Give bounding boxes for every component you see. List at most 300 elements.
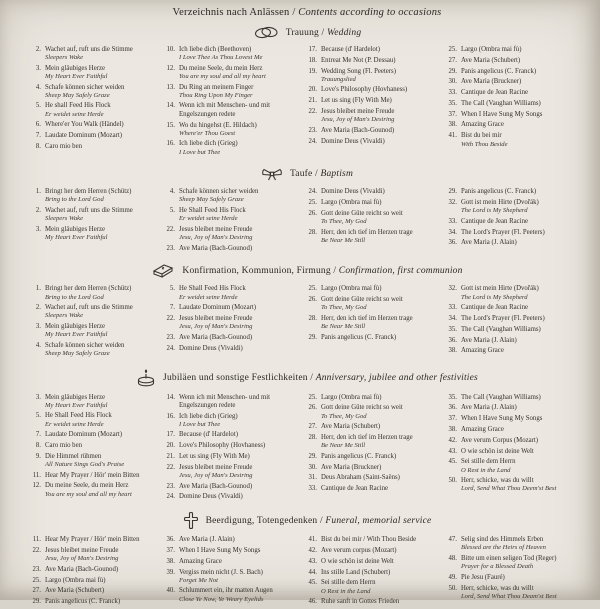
entry-number: 9. xyxy=(35,452,41,460)
toc-entry xyxy=(302,57,442,65)
entry-subtitle: Jesu, Joy of Man's Desiring xyxy=(179,323,253,331)
entry-text xyxy=(179,442,302,450)
toc-entry xyxy=(26,547,160,563)
entry-subtitle: The Lord is My Shepherd xyxy=(461,207,528,215)
entry-title: He Shall Feed His Flock xyxy=(179,285,246,293)
entry-title: Domine Deus (Vivaldi) xyxy=(321,137,385,145)
toc-entry xyxy=(26,102,160,118)
entry-number: 25. xyxy=(448,46,457,53)
entry-number: 23. xyxy=(308,126,317,134)
entry-title: Schafe können sicher weiden xyxy=(45,83,125,91)
entry-number: 42. xyxy=(308,546,317,554)
entry-title: Ave Maria (J. Alain) xyxy=(179,536,235,544)
entry-number: 24. xyxy=(308,137,317,145)
toc-entry xyxy=(302,474,442,482)
entry-number: 15. xyxy=(166,121,175,129)
toc-entry xyxy=(302,188,442,196)
entry-text xyxy=(321,536,442,544)
entry-text xyxy=(45,547,160,563)
entry-text xyxy=(45,587,160,595)
toc-entry xyxy=(442,121,588,129)
entry-subtitle: The Lord is My Shepherd xyxy=(461,293,528,301)
toc-entry xyxy=(442,304,588,312)
entry-text xyxy=(179,226,302,242)
toc-entry xyxy=(160,453,302,461)
entry-subtitle: To Thee, My God xyxy=(321,217,367,225)
entry-title: Bitte um einen seligen Tod (Reger) xyxy=(461,555,557,562)
entry-text xyxy=(45,285,160,301)
entry-text xyxy=(321,598,442,606)
section-confirmation xyxy=(26,262,588,360)
entry-number: 24. xyxy=(166,344,175,352)
entry-title: Domine Deus (Vivaldi) xyxy=(321,188,385,196)
toc-entry xyxy=(26,285,160,301)
entry-subtitle: Sleepers Wake xyxy=(45,54,84,62)
toc-entry xyxy=(160,65,302,81)
entry-title: Where'er You Walk (Händel) xyxy=(45,121,124,129)
entry-text xyxy=(461,111,588,119)
entry-text xyxy=(45,323,160,339)
entry-number: 48. xyxy=(448,555,457,562)
entry-title: Wo du hingehst (E. Hildach) xyxy=(179,121,257,129)
entry-number: 29. xyxy=(308,452,317,460)
entry-text xyxy=(321,394,442,402)
entry-number: 27. xyxy=(448,56,457,64)
toc-entry xyxy=(160,345,302,353)
entry-text xyxy=(179,413,302,429)
entry-number: 45. xyxy=(308,579,317,587)
entry-subtitle: With Thou Beside xyxy=(461,140,508,148)
entry-number: 4. xyxy=(169,188,175,196)
toc-column xyxy=(160,188,302,255)
entry-number: 4. xyxy=(35,83,41,91)
entry-text xyxy=(321,296,442,312)
entry-title: Ruhe sanft in Gottes Frieden xyxy=(321,598,400,606)
toc-entry xyxy=(442,315,588,323)
entry-number: 8. xyxy=(35,142,41,150)
entry-number: 28. xyxy=(308,314,317,322)
entry-text xyxy=(321,334,442,342)
entry-number: 16. xyxy=(166,412,175,420)
entry-number: 27. xyxy=(308,423,317,431)
entry-title: Gott deine Güte reicht so weit xyxy=(321,404,403,412)
entry-title: Amazing Grace xyxy=(461,121,504,129)
entry-title: Wachet auf, ruft uns die Stimme xyxy=(45,206,133,214)
entry-title: The Lord's Prayer (Fl. Peeters) xyxy=(461,228,545,236)
section-title xyxy=(206,516,432,526)
entry-number: 23. xyxy=(166,482,175,490)
entry-number: 36. xyxy=(166,536,175,544)
entry-text xyxy=(461,121,588,129)
entry-title: Ave Maria (J. Alain) xyxy=(461,404,517,412)
entry-title: Ich liebe dich (Grieg) xyxy=(179,140,238,148)
entry-subtitle: You are my soul and all my heart xyxy=(45,490,132,498)
toc-entry xyxy=(442,326,588,334)
entry-title: Panis angelicus (C. Franck) xyxy=(461,188,537,196)
entry-title: Love's Philosophy (Hovhaness) xyxy=(179,442,266,450)
entry-text xyxy=(45,412,160,428)
entry-number: 23. xyxy=(166,333,175,341)
entry-title: Jesus bleibet meine Freude xyxy=(179,314,253,322)
toc-entry xyxy=(302,434,442,450)
toc-entry xyxy=(442,585,588,601)
entry-number: 20. xyxy=(308,86,317,94)
entry-number: 29. xyxy=(32,598,41,606)
entry-subtitle: Lord, Send What Thou Deem'st Best xyxy=(461,485,557,493)
toc-entry xyxy=(160,334,302,342)
entry-text xyxy=(45,65,160,81)
entry-text xyxy=(179,315,302,331)
toc-entry xyxy=(442,89,588,97)
toc-column xyxy=(160,285,302,355)
toc-entry xyxy=(442,199,588,215)
entry-number: 13. xyxy=(166,83,175,91)
section-columns xyxy=(26,285,588,360)
entry-title: Jesus bleibet meine Freude xyxy=(179,463,253,471)
entry-text xyxy=(45,121,160,129)
toc-entry xyxy=(302,46,442,54)
toc-entry xyxy=(26,46,160,62)
entry-number: 42. xyxy=(448,436,457,444)
entry-text xyxy=(461,229,588,237)
entry-text xyxy=(461,394,588,402)
entry-title: Cantique de Jean Racine xyxy=(461,217,528,225)
section-title xyxy=(182,266,462,276)
toc-entry xyxy=(442,46,588,54)
entry-text xyxy=(461,426,588,434)
toc-entry xyxy=(160,442,302,450)
section-title-sep: / xyxy=(318,27,327,38)
entry-text xyxy=(179,431,302,439)
entry-number: 38. xyxy=(448,347,457,355)
entry-number: 7. xyxy=(169,304,175,312)
entry-number: 19. xyxy=(308,67,317,75)
entry-number: 20. xyxy=(166,442,175,450)
entry-title: Wenn ich mit Menschen- und mit Engelszungen redete xyxy=(179,393,271,409)
entry-subtitle: Prayer for a Blessed Death xyxy=(461,563,534,571)
baptism-bow-icon xyxy=(261,166,283,182)
entry-title: Panis angelicus (C. Franck) xyxy=(461,67,537,75)
entry-subtitle: Be Near Me Still xyxy=(321,236,366,244)
section-title-de: Beerdigung, Totengedenken xyxy=(205,515,318,526)
toc-entry xyxy=(442,347,588,355)
entry-number: 2. xyxy=(35,304,41,312)
toc-entry xyxy=(442,574,588,582)
entry-number: 26. xyxy=(308,209,317,217)
entry-text xyxy=(45,207,160,223)
entry-number: 14. xyxy=(166,102,175,110)
section-anniversary xyxy=(26,368,588,505)
toc-entry xyxy=(26,323,160,339)
section-title-de: Konfirmation, Kommunion, Firmung xyxy=(182,265,331,276)
toc-entry xyxy=(302,210,442,226)
entry-number: 41. xyxy=(448,132,457,140)
section-title xyxy=(290,169,353,179)
entry-text xyxy=(321,579,442,595)
toc-column xyxy=(442,536,588,603)
entry-title: Ave Maria (Schubert) xyxy=(461,56,521,64)
entry-title: The Call (Vaughan Williams) xyxy=(461,325,541,333)
entry-title: Panis angelicus (C. Franck) xyxy=(45,598,121,606)
entry-number: 7. xyxy=(35,431,41,439)
toc-entry xyxy=(302,394,442,402)
toc-entry xyxy=(442,458,588,474)
entry-number: 28. xyxy=(308,433,317,441)
toc-entry xyxy=(302,296,442,312)
toc-column xyxy=(26,394,160,502)
entry-title: He Shall Feed His Flock xyxy=(45,412,112,420)
entry-title: O wie schön ist deine Welt xyxy=(461,447,534,455)
entry-title: Jesus bleibet meine Freude xyxy=(321,107,395,115)
entry-title: Gott ist mein Hirte (Dvořák) xyxy=(461,285,539,293)
entry-title: Laudate Dominum (Mozart) xyxy=(45,132,123,140)
toc-entry xyxy=(442,404,588,412)
entry-title: Largo (Ombra mai fù) xyxy=(45,576,106,584)
toc-entry xyxy=(302,127,442,135)
entry-number: 36. xyxy=(448,239,457,247)
entry-number: 2. xyxy=(35,206,41,214)
entry-text xyxy=(321,434,442,450)
toc-entry xyxy=(442,536,588,552)
toc-entry xyxy=(26,536,160,544)
entry-text xyxy=(179,188,302,204)
entry-text xyxy=(179,345,302,353)
entry-text xyxy=(179,304,302,312)
entry-number: 25. xyxy=(32,576,41,584)
entry-number: 11. xyxy=(32,536,41,544)
toc-entry xyxy=(302,229,442,245)
entry-text xyxy=(179,46,302,62)
entry-number: 3. xyxy=(35,225,41,233)
entry-number: 29. xyxy=(448,67,457,75)
entry-text xyxy=(461,326,588,334)
entry-number: 32. xyxy=(448,285,457,293)
entry-subtitle: Where'er Thou Goest xyxy=(179,129,236,137)
section-title-en: Wedding xyxy=(326,27,362,38)
toc-entry xyxy=(160,207,302,223)
entry-number: 24. xyxy=(308,188,317,196)
toc-entry xyxy=(160,304,302,312)
entry-text xyxy=(461,46,588,54)
entry-text xyxy=(179,483,302,491)
entry-number: 37. xyxy=(448,415,457,423)
entry-title: Ave Maria (Schubert) xyxy=(45,587,105,595)
toc-entry xyxy=(442,229,588,237)
toc-column xyxy=(160,536,302,606)
entry-title: The Call (Vaughan Williams) xyxy=(461,99,541,107)
toc-entry xyxy=(160,493,302,501)
toc-column xyxy=(160,46,302,159)
entry-subtitle: I Love but Thee xyxy=(179,420,221,428)
entry-number: 31. xyxy=(308,474,317,482)
section-columns xyxy=(26,188,588,255)
entry-number: 30. xyxy=(448,78,457,86)
entry-text xyxy=(179,394,302,411)
entry-title: Ave Maria (Bruckner) xyxy=(461,78,522,86)
entry-number: 22. xyxy=(166,314,175,322)
entry-title: Wachet auf, ruft uns die Stimme xyxy=(45,304,133,312)
toc-column xyxy=(442,394,588,496)
entry-title: Bringt her dem Herren (Schütz) xyxy=(45,285,132,293)
entry-title: O wie schön ist deine Welt xyxy=(321,557,394,565)
entry-number: 50. xyxy=(448,477,457,485)
entry-subtitle: Jesu, Joy of Man's Desiring xyxy=(321,116,395,124)
entry-subtitle: I Love but Thee xyxy=(179,148,221,156)
entry-text xyxy=(45,304,160,320)
entry-title: Pie Jesu (Fauré) xyxy=(461,573,505,581)
section-title xyxy=(163,373,478,383)
entry-title: Panis angelicus (C. Franck) xyxy=(321,333,397,341)
toc-column xyxy=(302,536,442,609)
toc-entry xyxy=(442,426,588,434)
entry-number: 29. xyxy=(448,188,457,196)
entry-number: 3. xyxy=(35,64,41,72)
entry-subtitle: To Thee, My God xyxy=(321,412,367,420)
entry-number: 38. xyxy=(166,557,175,565)
toc-entry xyxy=(442,477,588,493)
entry-title: He shall Feed His Flock xyxy=(45,102,111,110)
toc-entry xyxy=(302,97,442,105)
entry-text xyxy=(461,585,588,601)
entry-text xyxy=(45,102,160,118)
entry-title: He Shall Feed His Flock xyxy=(179,206,246,214)
entry-subtitle: Trauungslied xyxy=(321,75,356,83)
toc-entry xyxy=(442,57,588,65)
entry-title: Wenn ich mit Menschen- und mit Engelszungen redete xyxy=(179,102,271,118)
entry-text xyxy=(321,86,442,94)
entry-number: 44. xyxy=(308,568,317,576)
entry-number: 38. xyxy=(448,425,457,433)
entry-text xyxy=(461,68,588,76)
entry-number: 21. xyxy=(308,97,317,105)
entry-number: 22. xyxy=(32,546,41,554)
entry-text xyxy=(461,437,588,445)
entry-number: 2. xyxy=(35,46,41,53)
entry-title: Mein gläubiges Herze xyxy=(45,322,106,330)
section-baptism xyxy=(26,166,588,255)
entry-text xyxy=(45,188,160,204)
toc-entry xyxy=(160,558,302,566)
section-title-en: Baptism xyxy=(320,169,354,180)
toc-entry xyxy=(26,431,160,439)
entry-subtitle: Er weidet seine Herde xyxy=(179,293,238,301)
entry-subtitle: You are my soul and all my heart xyxy=(179,73,266,81)
entry-number: 35. xyxy=(448,325,457,333)
entry-text xyxy=(179,65,302,81)
entry-text xyxy=(461,574,588,582)
page-title-de: Verzeichnis nach Anlässen xyxy=(172,7,290,18)
entry-text xyxy=(45,431,160,439)
entry-title: Herr, schicke, was du willt xyxy=(461,477,534,485)
entry-title: Cantique de Jean Racine xyxy=(461,89,528,97)
entry-number: 25. xyxy=(308,285,317,293)
entry-number: 29. xyxy=(308,333,317,341)
entry-number: 33. xyxy=(448,304,457,312)
entry-number: 45. xyxy=(448,458,457,466)
entry-title: Laudate Dominum (Mozart) xyxy=(179,304,257,312)
entry-number: 24. xyxy=(166,493,175,501)
entry-text xyxy=(461,100,588,108)
entry-subtitle: I Love Thee As Thou Lovest Me xyxy=(179,54,263,62)
entry-title: Ave Maria (J. Alain) xyxy=(461,239,517,247)
toc-entry xyxy=(26,121,160,129)
entry-text xyxy=(179,334,302,342)
section-title-de: Trauung xyxy=(285,27,319,38)
toc-entry xyxy=(26,566,160,574)
entry-text xyxy=(321,285,442,293)
entry-number: 3. xyxy=(35,393,41,401)
entry-number: 3. xyxy=(35,322,41,330)
entry-subtitle: Er weidet seine Herde xyxy=(45,110,104,118)
toc-entry xyxy=(26,412,160,428)
entry-title: The Lord's Prayer (Fl. Peeters) xyxy=(461,314,545,322)
entry-number: 36. xyxy=(448,404,457,412)
entry-title: Ave Maria (Bach-Gounod) xyxy=(179,482,253,490)
entry-subtitle: All Nature Sings God's Praise xyxy=(45,461,125,469)
entry-subtitle: Sleepers Wake xyxy=(45,312,84,320)
toc-entry xyxy=(160,102,302,119)
toc-entry xyxy=(26,304,160,320)
cross-icon xyxy=(183,511,199,530)
entry-title: Deus Abraham (Saint-Saëns) xyxy=(321,474,400,482)
toc-column xyxy=(302,394,442,496)
section-columns xyxy=(26,394,588,505)
entry-number: 17. xyxy=(308,46,317,53)
entry-number: 18. xyxy=(308,56,317,64)
entry-subtitle: Bring to the Lord God xyxy=(45,196,104,204)
entry-title: Mein gläubiges Herze xyxy=(45,64,106,72)
entry-title: Hear My Prayer / Hör' mein Bitten xyxy=(45,536,140,544)
toc-entry xyxy=(26,188,160,204)
entry-text xyxy=(45,566,160,574)
entry-text xyxy=(45,598,160,606)
entry-number: 22. xyxy=(308,107,317,115)
toc-entry xyxy=(160,84,302,100)
toc-entry xyxy=(26,394,160,410)
section-columns xyxy=(26,536,588,609)
toc-entry xyxy=(442,68,588,76)
entry-text xyxy=(461,555,588,571)
entry-text xyxy=(321,46,442,54)
entry-number: 43. xyxy=(308,557,317,565)
entry-number: 11. xyxy=(32,471,41,479)
entry-title: Ave Maria (Bruckner) xyxy=(321,463,382,471)
toc-entry xyxy=(302,485,442,493)
toc-entry xyxy=(302,108,442,124)
bible-book-icon xyxy=(151,262,175,279)
entry-title: Wachet auf, ruft uns die Stimme xyxy=(45,46,133,53)
toc-column xyxy=(302,188,442,247)
entry-text xyxy=(321,127,442,135)
entry-title: When I Have Sung My Songs xyxy=(461,110,543,118)
toc-column xyxy=(442,188,588,250)
toc-entry xyxy=(160,122,302,138)
toc-column xyxy=(302,285,442,344)
entry-number: 23. xyxy=(32,565,41,573)
toc-entry xyxy=(26,587,160,595)
entry-number: 16. xyxy=(166,140,175,148)
entry-number: 6. xyxy=(35,121,41,129)
toc-entry xyxy=(26,342,160,358)
toc-entry xyxy=(442,437,588,445)
entry-title: Laudate Dominum (Mozart) xyxy=(45,431,123,439)
entry-text xyxy=(45,132,160,140)
toc-entry xyxy=(302,558,442,566)
entry-text xyxy=(461,188,588,196)
entry-text xyxy=(461,285,588,301)
entry-text xyxy=(321,547,442,555)
entry-number: 4. xyxy=(35,341,41,349)
